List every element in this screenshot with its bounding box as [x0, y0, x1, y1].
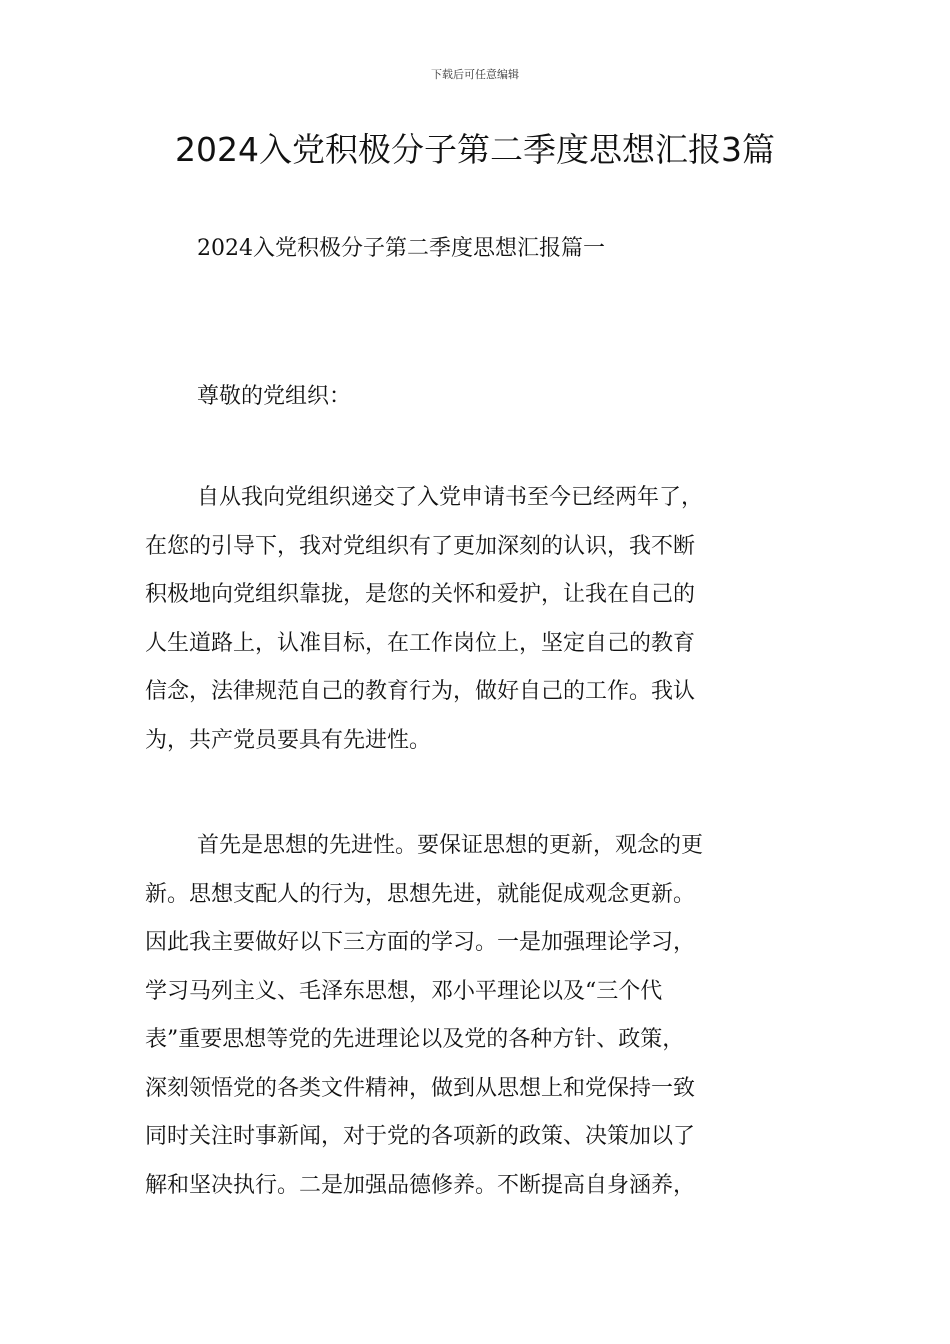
body-paragraph-2 [145, 822, 807, 1210]
salutation: 尊敬的党组织： [197, 384, 352, 409]
paragraph-line: 人生道路上，认准目标，在工作岗位上，坚定自己的教育 [145, 630, 696, 656]
header-note: 下载后可任意编辑 [431, 68, 519, 81]
section-subtitle: 2024入党积极分子第二季度思想汇报篇一 [197, 236, 605, 261]
body-paragraph-1 [145, 474, 807, 765]
paragraph-line: 在您的引导下，我对党组织有了更加深刻的认识，我不断 [145, 533, 696, 559]
paragraph-line: 自从我向党组织递交了入党申请书至今已经两年了， [197, 485, 704, 510]
document-title: 2024入党积极分子第二季度思想汇报3篇 [175, 130, 775, 169]
paragraph-line: 表”重要思想等党的先进理论以及党的各种方针、政策， [145, 1027, 685, 1052]
paragraph-line: 信念，法律规范自己的教育行为，做好自己的工作。我认 [145, 679, 696, 704]
paragraph-line: 新。思想支配人的行为，思想先进，就能促成观念更新。 [145, 881, 696, 907]
paragraph-line: 解和坚决执行。二是加强品德修养。不断提高自身涵养， [145, 1172, 696, 1198]
paragraph-line: 学习马列主义、毛泽东思想，邓小平理论以及“三个代 [145, 978, 663, 1004]
paragraph-line: 为，共产党员要具有先进性。 [145, 727, 432, 753]
paragraph-line: 首先是思想的先进性。要保证思想的更新，观念的更 [197, 833, 704, 858]
paragraph-line: 同时关注时事新闻，对于党的各项新的政策、决策加以了 [145, 1124, 696, 1149]
paragraph-line: 积极地向党组织靠拢，是您的关怀和爱护，让我在自己的 [145, 582, 696, 607]
paragraph-line: 因此我主要做好以下三方面的学习。一是加强理论学习， [145, 930, 696, 955]
paragraph-line: 深刻领悟党的各类文件精神，做到从思想上和党保持一致 [145, 1075, 696, 1101]
